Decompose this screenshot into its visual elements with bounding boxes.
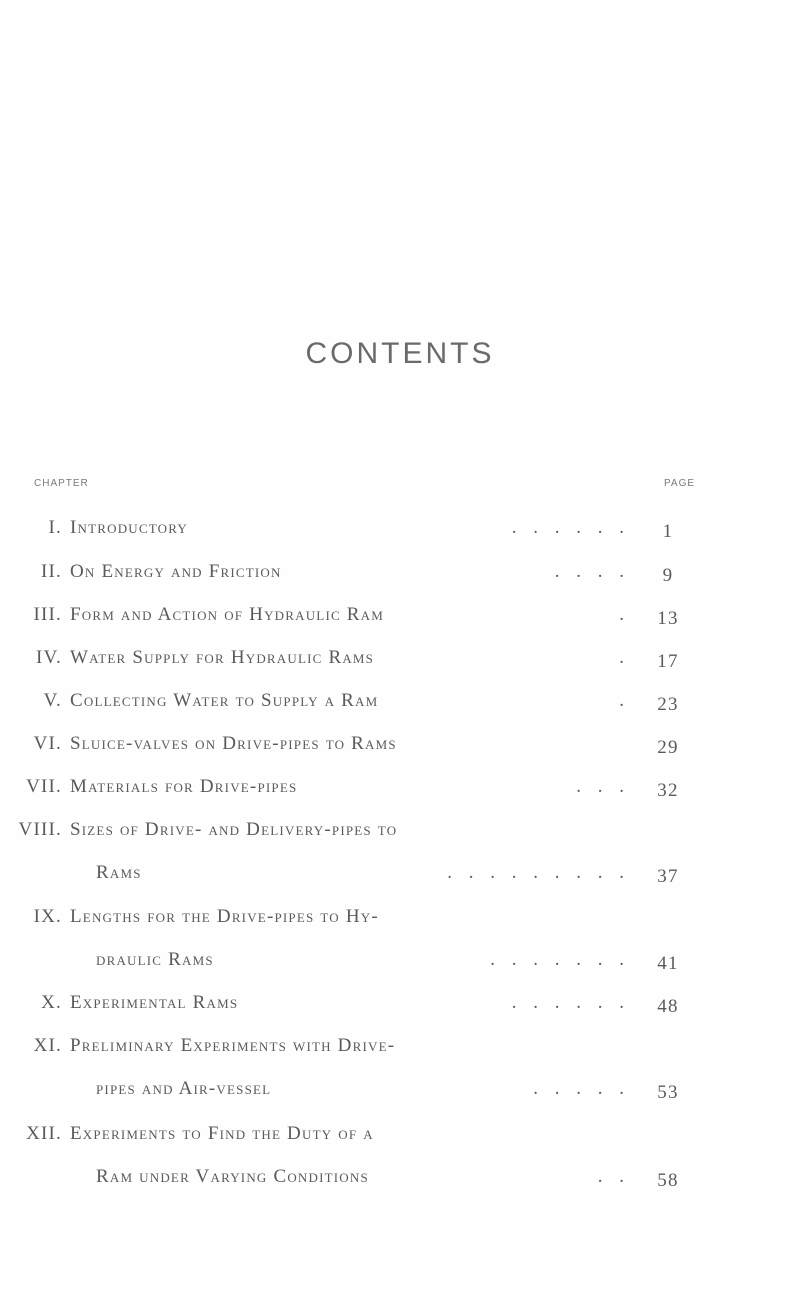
chapter-title: Collecting Water to Supply a Ram <box>70 690 379 711</box>
chapter-title: Sluice-valves on Drive-pipes to Rams <box>70 733 397 754</box>
page-number: 13 <box>657 608 679 629</box>
chapter-numeral: I. <box>48 517 62 538</box>
toc-entry <box>0 604 800 647</box>
toc-entry <box>0 819 800 905</box>
page-number: 53 <box>657 1082 679 1103</box>
chapter-title: Experiments to Find the Duty of a <box>70 1123 374 1144</box>
page-number: 32 <box>657 780 679 801</box>
page-number: 17 <box>657 651 679 672</box>
toc-entry <box>0 733 800 776</box>
chapter-numeral: V. <box>43 690 62 711</box>
page-title: CONTENTS <box>305 337 495 370</box>
toc-entry <box>0 906 800 992</box>
toc-entry <box>0 992 800 1035</box>
toc-entry <box>0 1035 800 1121</box>
chapter-title-continued: pipes and Air-vessel <box>96 1078 272 1099</box>
page-number: 23 <box>657 694 679 715</box>
page-column-header: PAGE <box>664 478 696 489</box>
chapter-title: Materials for Drive-pipes <box>70 776 298 797</box>
dot-leader: . <box>619 690 630 711</box>
page-number: 48 <box>657 996 679 1017</box>
page-number: 1 <box>662 521 674 542</box>
page-number: 29 <box>657 737 679 758</box>
dot-leader: . <box>619 604 630 625</box>
chapter-title: Sizes of Drive- and Delivery-pipes to <box>70 819 398 840</box>
chapter-title: Form and Action of Hydraulic Ram <box>70 604 385 625</box>
dot-leader: . . . . . . . <box>490 949 630 970</box>
page-number: 41 <box>657 953 679 974</box>
toc-entry <box>0 517 800 560</box>
chapter-title: On Energy and Friction <box>70 561 282 582</box>
chapter-title: Preliminary Experiments with Drive- <box>70 1035 396 1056</box>
chapter-numeral: VIII. <box>18 819 62 840</box>
dot-leader: . . <box>597 1166 630 1187</box>
chapter-title-continued: Rams <box>96 862 142 883</box>
chapter-numeral: IV. <box>36 647 62 668</box>
toc-entry <box>0 561 800 604</box>
page-number: 37 <box>657 866 679 887</box>
dot-leader: . . . . . . <box>511 517 630 538</box>
chapter-numeral: II. <box>40 561 62 582</box>
chapter-title: Introductory <box>70 517 188 538</box>
dot-leader: . . . <box>576 776 630 797</box>
chapter-numeral: VII. <box>26 776 62 797</box>
chapter-numeral: VI. <box>33 733 62 754</box>
dot-leader: . . . . <box>554 561 630 582</box>
chapter-column-header: CHAPTER <box>34 478 89 489</box>
chapter-title-continued: draulic Rams <box>96 949 214 970</box>
chapter-numeral: XI. <box>33 1035 62 1056</box>
toc-entry <box>0 776 800 819</box>
dot-leader: . . . . . . <box>511 992 630 1013</box>
chapter-numeral: X. <box>41 992 62 1013</box>
toc-entry <box>0 1123 800 1209</box>
chapter-title-continued: Ram under Varying Conditions <box>96 1166 369 1187</box>
dot-leader: . . . . . <box>533 1078 630 1099</box>
chapter-numeral: IX. <box>33 906 62 927</box>
chapter-numeral: III. <box>33 604 62 625</box>
dot-leader: . <box>619 647 630 668</box>
chapter-numeral: XII. <box>26 1123 62 1144</box>
page-number: 58 <box>657 1170 679 1191</box>
chapter-title: Lengths for the Drive-pipes to Hy- <box>70 906 379 927</box>
chapter-title: Experimental Rams <box>70 992 239 1013</box>
dot-leader: . . . . . . . . . <box>447 862 630 883</box>
chapter-title: Water Supply for Hydraulic Rams <box>70 647 375 668</box>
toc-entry <box>0 647 800 690</box>
toc-entry <box>0 690 800 733</box>
page-number: 9 <box>662 565 674 586</box>
